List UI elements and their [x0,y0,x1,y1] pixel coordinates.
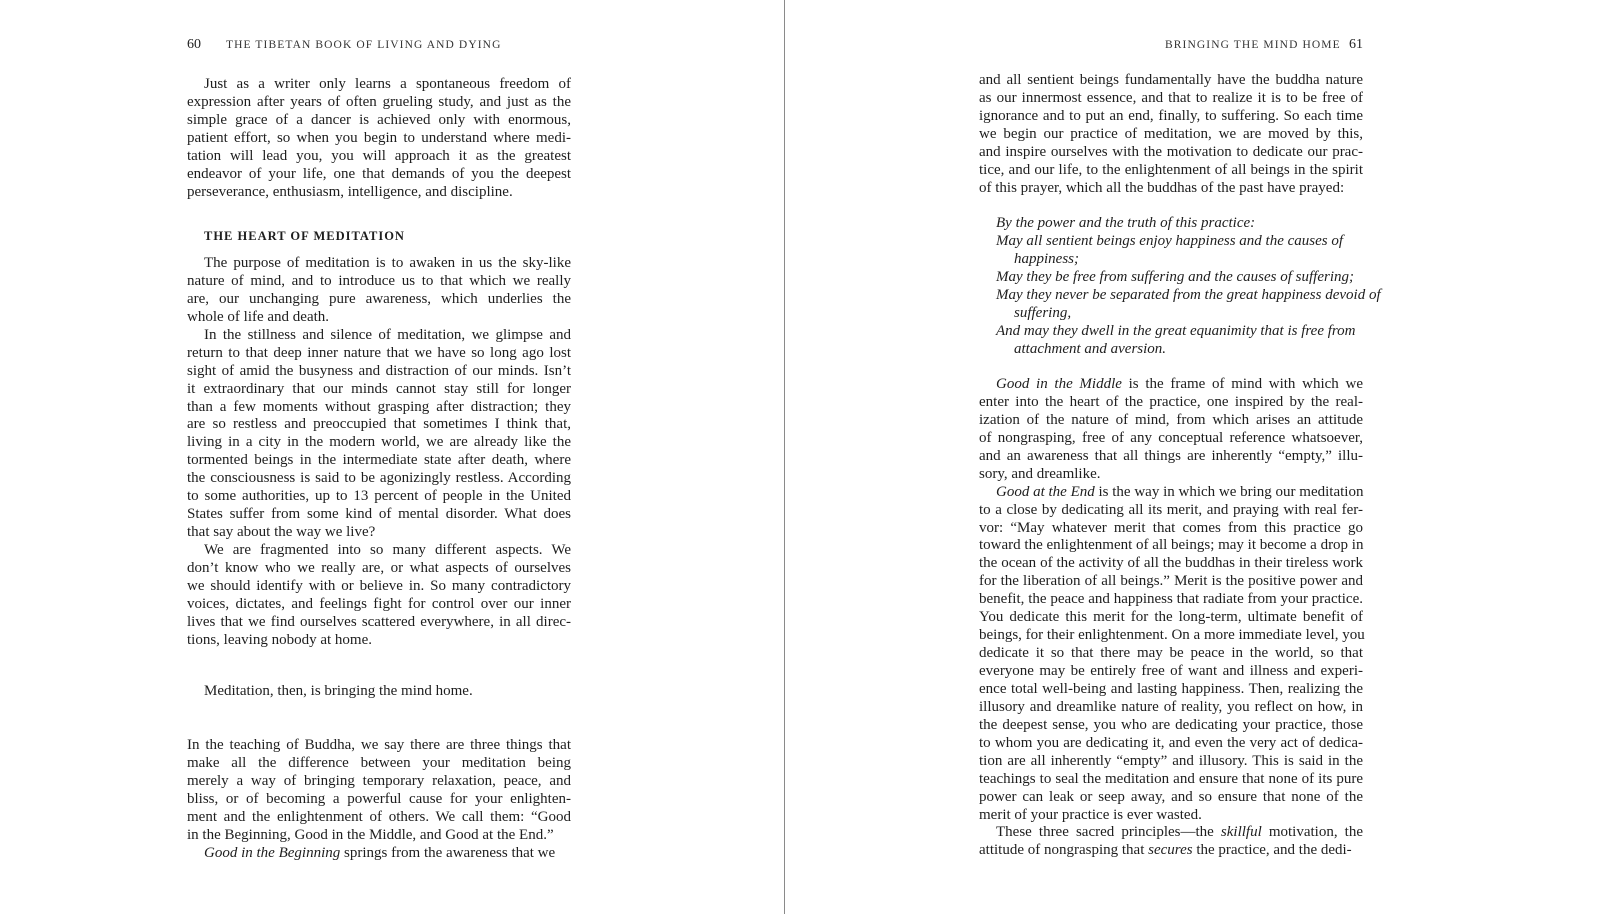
text-run: merit of your practice is ever wasted. [979,806,1202,823]
text-run: to a close by dedicating all its merit, and praying with real fer- [979,501,1363,518]
text-line [187,614,571,632]
text-line [979,681,1363,699]
text-run: is the frame of mind with which we [1121,376,1363,392]
text-line [187,488,571,506]
text-line [979,627,1363,645]
text-run: the practice, and the dedi- [1192,842,1352,859]
text-line [979,108,1363,126]
text-line [187,166,571,184]
text-run: for the liberation of all beings.” Merit is the positive power and [979,573,1363,590]
text-line [979,842,1363,860]
text-line [187,809,571,827]
text-run: don’t know who we really are, or what aspects of ourselves [187,559,571,576]
text-run: You dedicate this merit for the long-term, ultimate benefit of [979,609,1363,626]
text-line [979,430,1363,448]
text-line [187,381,571,399]
text-line [187,130,571,148]
text-line [979,341,1363,359]
text-run: ization of the nature of mind, from which arises an attitude [979,411,1363,428]
text-run: lives that we find ourselves scattered everywhere, in all direc- [187,613,571,630]
paragraph-block [979,72,1363,198]
text-line [187,416,571,434]
text-run: illusory and dreamlike nature of reality, you reflect on how, in [979,698,1363,715]
text-line [187,506,571,524]
text-line [187,148,571,166]
section-heading: THE HEART OF MEDITATION [204,229,405,243]
text-line [187,309,571,327]
text-line [979,466,1363,484]
text-line [979,394,1363,412]
text-run: whole of life and death. [187,308,330,325]
text-line [187,560,571,578]
text-line [979,72,1363,90]
text-run: that say about the way we live? [187,524,376,541]
prayer-verse [979,215,1381,359]
text-run: as our innermost essence, and that to realize it is to be free of [979,89,1363,106]
text-run: tation will lead you, you will approach it as the greatest [187,147,571,164]
text-run: the ocean of the activity of all the buddhas in their tireless work [979,555,1363,572]
text-line [979,180,1363,198]
running-head: THE TIBETAN BOOK OF LIVING AND DYING [226,39,502,51]
text-line [979,735,1363,753]
text-line [979,789,1363,807]
text-line [979,305,1363,323]
text-line [187,596,571,614]
text-line [187,524,571,542]
text-line [979,824,1363,842]
text-line [187,791,571,809]
text-run: ment and the enlightenment of others. We call them: “Good [187,808,571,825]
italic-text: May they never be separated from the great happiness devoid of [996,286,1381,303]
text-line [979,502,1363,520]
text-run: return to that deep inner nature that we have so long ago lost [187,344,571,361]
page-number: 60 [187,37,201,52]
text-run: dedicate it so that there may be peace in the world, so that [979,645,1363,662]
text-line [187,470,571,488]
text-line [187,845,571,863]
text-run: sory, and dreamlike. [979,465,1101,482]
text-line [979,555,1363,573]
text-run: teachings to seal the meditation and ensure that none of its pure [979,770,1363,787]
text-run: make all the difference between your meditation being [187,754,571,771]
text-run: of nongrasping, free of any conceptual reference whatsoever, [979,429,1363,446]
text-line [187,737,571,755]
text-run: In the teaching of Buddha, we say there are three things that [187,737,571,753]
text-line [979,609,1363,627]
text-run: tice, and our life, to the enlightenment of all beings in the spirit [979,161,1363,178]
text-run: simple grace of a dancer is achieved only with enormous, [187,111,571,128]
text-run: motivation, the [1261,824,1364,841]
text-line [187,94,571,112]
text-line [979,215,1363,233]
text-run: living in a city in the modern world, we are already like the [187,434,571,451]
text-run: We are fragmented into so many different aspects. We [204,542,571,558]
text-run: ence total well-being and lasting happiness. Then, realizing the [979,680,1363,697]
text-line [979,699,1363,717]
text-line [979,753,1363,771]
text-run: we should identify with or believe in. So many contradictory [187,577,571,594]
text-run: sight of amid the busyness and distraction of our minds. Isn’t [187,362,571,379]
text-run: In the stillness and silence of meditation, we glimpse and [204,326,571,343]
text-run: it extraordinary that our minds cannot stay still for longer [187,380,571,397]
paragraph-block [187,737,571,863]
italic-text: suffering, [1014,304,1072,321]
text-line [187,273,571,291]
text-run: enter into the heart of the practice, one inspired by the real- [979,393,1363,410]
text-run: tormented beings in the intermediate state after death, where [187,452,571,469]
text-run: are so restless and preoccupied that sometimes I think that, [187,416,571,433]
text-run: bliss, or of becoming a powerful cause for your enlighten- [187,790,571,807]
italic-text: Good at the End [996,483,1095,500]
text-line [187,76,571,94]
italic-text: May all sentient beings enjoy happiness and the causes of [996,232,1344,249]
text-line [979,537,1363,555]
italic-text: happiness; [1014,250,1079,267]
italic-text: secures [1148,842,1193,859]
text-line [187,255,571,273]
text-line [187,578,571,596]
text-run: perseverance, enthusiasm, intelligence, and discipline. [187,183,513,200]
text-run: expression after years of often grueling study, and just as the [187,93,571,110]
italic-text: Good in the Middle [996,376,1122,392]
running-head: BRINGING THE MIND HOME [1165,39,1341,51]
text-line [979,484,1363,502]
text-run: toward the enlightenment of all beings; may it become a drop in [979,537,1364,554]
text-line [187,452,571,470]
text-line [979,771,1363,789]
page-number: 61 [1349,37,1363,52]
text-line [187,327,571,345]
text-line [187,184,571,202]
text-line [979,807,1363,825]
text-run: patient effort, so when you begin to understand where medi- [187,129,571,146]
text-run: endeavor of your life, one that demands of you the deepest [187,165,571,182]
text-line [187,827,571,845]
italic-text: May they be free from suffering and the causes of suffering; [996,268,1354,285]
text-line [187,755,571,773]
text-line [979,448,1363,466]
text-line [979,233,1363,251]
text-line [979,376,1363,394]
text-line [979,126,1363,144]
italic-text: skillful [1220,824,1262,841]
text-run: the consciousness is said to be agonizingly restless. According [187,470,571,487]
italic-text: By the power and the truth of this practice: [996,215,1256,231]
paragraph-block [187,76,571,202]
text-line [979,645,1363,663]
text-run: The purpose of meditation is to awaken in us the sky-like [204,255,571,271]
text-run: benefit, the peace and happiness that radiate from your practice. [979,591,1363,608]
text-line [979,162,1363,180]
text-line [979,412,1363,430]
text-run: we begin our practice of meditation, we are moved by this, [979,125,1363,142]
callout-line: Meditation, then, is bringing the mind home. [204,683,473,699]
text-run: springs from the awareness that we [340,844,556,861]
text-run: voices, dictates, and feelings fight for control over our inner [187,595,571,612]
text-run: of this prayer, which all the buddhas of the past have prayed: [979,179,1345,196]
paragraph-block [979,376,1363,860]
text-line [979,591,1363,609]
text-run: tions, leaving nobody at home. [187,631,372,648]
text-run: nature of mind, and to introduce us to that which we really [187,272,571,289]
text-run: States suffer from some kind of mental disorder. What does [187,506,571,523]
text-line [979,573,1363,591]
text-run: attitude of nongrasping that [979,842,1149,859]
text-line [979,286,1381,305]
italic-text: Good in the Beginning [204,844,341,861]
text-line [187,434,571,452]
text-line [187,632,571,650]
paragraph-block [187,255,571,650]
text-line [187,399,571,417]
book-spine-divider [784,0,785,914]
text-line [979,717,1363,735]
text-line [979,520,1363,538]
italic-text: And may they dwell in the great equanimity that is free from [996,322,1356,339]
text-line [979,323,1363,341]
text-run: than a few moments without grasping after distraction; they [187,398,571,415]
text-line [979,90,1363,108]
text-line [187,363,571,381]
text-line [187,773,571,791]
text-line [979,144,1363,162]
italic-text: attachment and aversion. [1014,340,1167,357]
text-run: merely a way of bringing temporary relaxation, peace, and [187,772,571,789]
text-line [187,112,571,130]
text-run: tion are all inherently “empty” and illusory. This is said in the [979,752,1363,769]
text-run: Just as a writer only learns a spontaneous freedom of [204,76,571,92]
text-run: are, our unchanging pure awareness, which underlies the [187,290,571,307]
text-run: in the Beginning, Good in the Middle, and Good at the End.” [187,826,554,843]
text-run: is the way in which we bring our meditation [1094,483,1364,500]
text-run: vor: “May whatever merit that comes from this practice go [979,519,1363,536]
text-run: and an awareness that all things are inherently “empty,” illu- [979,447,1363,464]
text-run: to some authorities, up to 13 percent of people in the United [187,488,571,505]
text-line [187,291,571,309]
text-run: and inspire ourselves with the motivation to dedicate our prac- [979,143,1363,160]
text-run: the deepest sense, you who are dedicating your practice, those [979,716,1363,733]
text-run: ignorance and to put an end, finally, to suffering. So each time [979,107,1363,124]
text-run: These three sacred principles—the [996,824,1221,841]
text-run: beings, for their enlightenment. On a more immediate level, you [979,627,1365,644]
text-run: to whom you are dedicating it, and even the very act of dedica- [979,734,1363,751]
text-run: everyone may be entirely free of want and illness and experi- [979,663,1363,679]
text-line [979,269,1363,287]
text-line [187,542,571,560]
text-line [187,345,571,363]
text-line [979,663,1363,681]
text-run: power can leak or seep away, and so ensure that none of the [979,788,1363,805]
text-run: and all sentient beings fundamentally have the buddha nature [979,72,1363,88]
text-line [979,251,1363,269]
